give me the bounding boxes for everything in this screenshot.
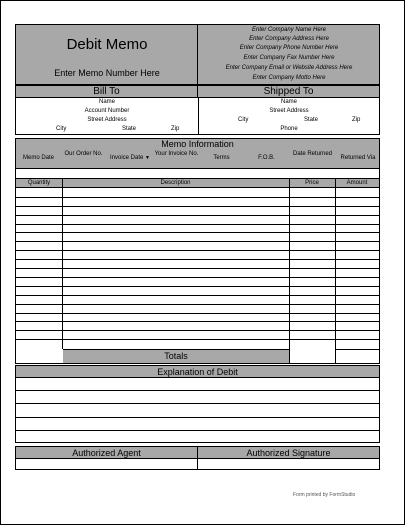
item-row[interactable] (16, 207, 379, 216)
company-name-field[interactable]: Enter Company Name Here (251, 27, 327, 33)
item-row[interactable] (16, 269, 379, 278)
invoice-date-label: Invoice Date (110, 155, 144, 161)
company-email-field[interactable]: Enter Company Email or Website Address Here (225, 65, 353, 71)
footer-credit: Form printed by FormStudio (293, 492, 356, 498)
totals-amount-field[interactable] (336, 349, 379, 363)
memo-info-heading: Memo Information (15, 138, 380, 150)
bill-to-state[interactable]: State (122, 126, 137, 132)
items-table (15, 179, 380, 364)
authorized-agent-field[interactable] (15, 458, 198, 470)
item-row[interactable] (16, 189, 379, 198)
item-row[interactable] (16, 296, 379, 305)
bill-to-zip[interactable]: Zip (171, 126, 180, 132)
memo-date-header: Memo Date (22, 155, 54, 161)
memo-info-value-row[interactable] (15, 168, 380, 179)
item-row[interactable] (16, 323, 379, 332)
address-section (15, 97, 380, 135)
form-title: Debit Memo (66, 36, 148, 53)
company-phone-field[interactable]: Enter Company Phone Number Here (239, 45, 339, 51)
shipped-to-heading: Shipped To (198, 85, 380, 98)
company-fax-field[interactable]: Enter Company Fax Number Here (243, 55, 335, 61)
explanation-line (16, 417, 379, 418)
item-row[interactable] (16, 278, 379, 287)
ship-to-zip[interactable]: Zip (352, 117, 361, 123)
item-row[interactable] (16, 331, 379, 340)
bill-to-account[interactable]: Account Number (84, 108, 130, 114)
bill-to-city[interactable]: City (56, 126, 67, 132)
authorized-signature-heading: Authorized Signature (198, 446, 380, 459)
company-address-field[interactable]: Enter Company Address Here (249, 36, 329, 42)
item-row[interactable] (16, 260, 379, 269)
bill-to-street[interactable]: Street Address (87, 117, 127, 123)
explanation-line (16, 403, 379, 404)
company-motto-field[interactable]: Enter Company Motto Here (252, 75, 326, 81)
fob-header: F.O.B. (258, 155, 275, 161)
bill-to-name[interactable]: Name (98, 99, 116, 105)
header-left-panel (15, 24, 198, 85)
header-company-panel (198, 24, 380, 85)
totals-row (63, 349, 289, 363)
items-header-row (16, 179, 379, 188)
item-row[interactable] (16, 242, 379, 251)
explanation-line (16, 390, 379, 391)
item-row[interactable] (16, 305, 379, 314)
quantity-header: Quantity (27, 180, 51, 186)
authorized-agent-heading: Authorized Agent (15, 446, 198, 459)
our-order-no-header: Our Order No. (64, 151, 103, 157)
ship-to-name[interactable]: Name (280, 99, 298, 105)
item-row[interactable] (16, 251, 379, 260)
description-header: Description (160, 180, 191, 186)
memo-info-header-row (15, 149, 380, 169)
date-returned-header: Date Returned (292, 151, 333, 157)
terms-header: Terms (213, 155, 230, 161)
item-row[interactable] (16, 198, 379, 207)
explanation-box[interactable] (15, 377, 380, 443)
ship-to-state[interactable]: State (304, 117, 319, 123)
ship-to-city[interactable]: City (238, 117, 249, 123)
amount-header: Amount (346, 180, 368, 186)
item-row[interactable] (16, 287, 379, 296)
explanation-line (16, 430, 379, 431)
item-row[interactable] (16, 314, 379, 323)
dropdown-arrow-icon[interactable]: ▼ (145, 155, 150, 161)
ship-to-phone[interactable]: Phone (280, 126, 298, 132)
item-row[interactable] (16, 234, 379, 243)
totals-label: Totals (164, 351, 188, 361)
price-header: Price (305, 180, 319, 186)
authorized-signature-field[interactable] (198, 458, 380, 470)
ship-to-street[interactable]: Street Address (269, 108, 309, 114)
invoice-date-header (106, 155, 154, 162)
bill-to-heading: Bill To (15, 85, 198, 98)
memo-number-field[interactable]: Enter Memo Number Here (54, 68, 160, 78)
returned-via-header: Returned Via (340, 155, 376, 161)
item-row[interactable] (16, 216, 379, 225)
item-row[interactable] (16, 225, 379, 234)
item-row[interactable] (16, 340, 379, 349)
explanation-heading: Explanation of Debit (15, 365, 380, 378)
your-invoice-no-header: Your Invoice No. (154, 151, 199, 157)
